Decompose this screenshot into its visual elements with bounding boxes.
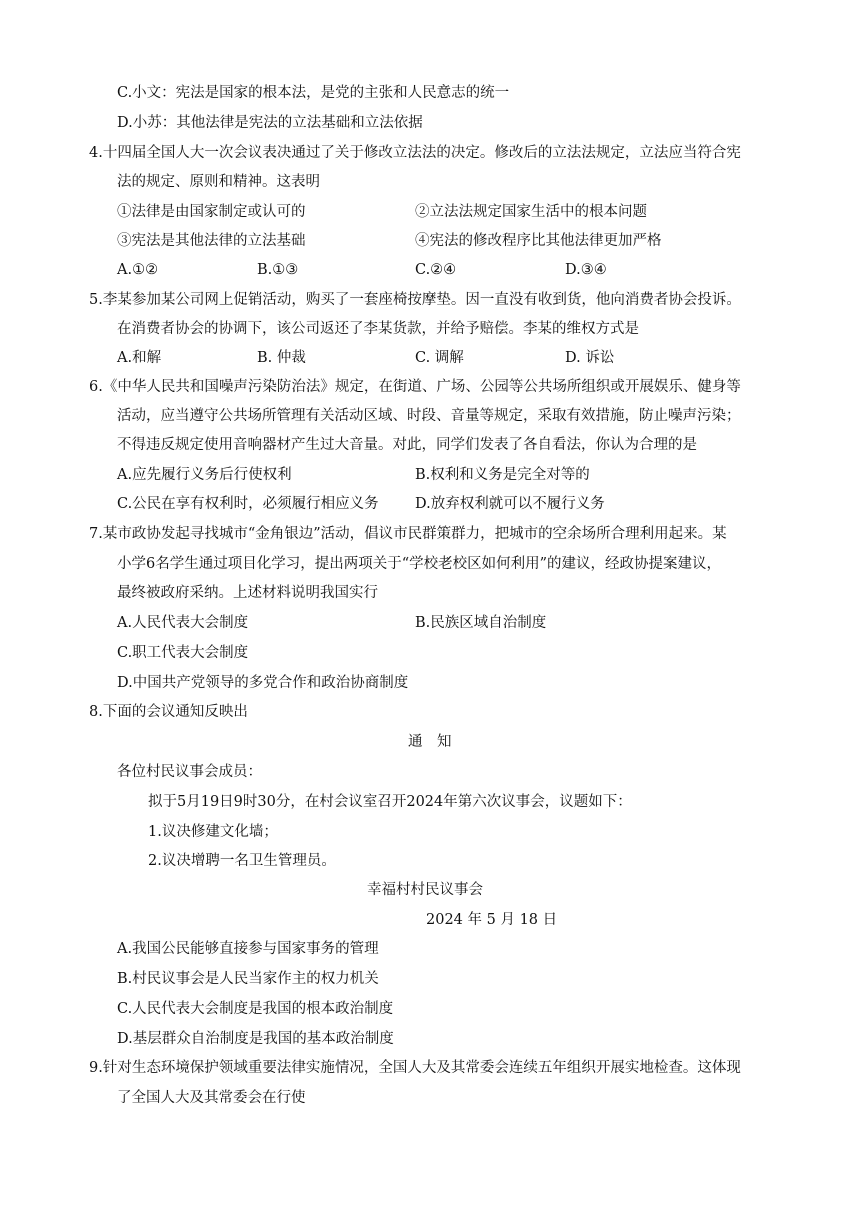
q4-statement-4: ④宪法的修改程序比其他法律更加严格 (415, 233, 662, 249)
q7-stem-line2: 小学6名学生通过项目化学习，提出两项关于“学校老校区如何利用”的建议，经政协提案建议， (117, 556, 722, 572)
q6-stem-line2: 活动，应当遵守公共场所管理有关活动区域、时段、音量等规定，采取有效措施，防止噪声污染； (117, 408, 741, 424)
notice-title: 通 知 (408, 734, 452, 750)
q4-stem-line1: 4.十四届全国人大一次会议表决通过了关于修改立法法的决定。修改后的立法法规定，立法应当符合宪 (89, 145, 741, 161)
q6-stem-line3: 不得违反规定使用音响器材产生过大音量。对此，同学们发表了各自看法，你认为合理的是 (117, 437, 697, 453)
q8-option-c: C.人民代表大会制度是我国的根本政治制度 (117, 1001, 394, 1017)
q4-statement-2: ②立法法规定国家生活中的根本问题 (415, 204, 647, 220)
q4-option-c: C.②④ (415, 262, 457, 278)
q6-option-c: C.公民在享有权利时，必须履行相应义务 (117, 496, 379, 512)
q4-statement-1: ①法律是由国家制定或认可的 (117, 204, 306, 220)
q7-option-c: C.职工代表大会制度 (117, 645, 249, 661)
q7-option-d: D.中国共产党领导的多党合作和政治协商制度 (117, 675, 409, 691)
q3-option-d: D.小苏：其他法律是宪法的立法基础和立法依据 (117, 115, 423, 131)
q5-option-a: A.和解 (117, 350, 162, 366)
q7-option-a: A.人民代表大会制度 (117, 615, 249, 631)
q5-stem-line2: 在消费者协会的协调下，该公司返还了李某货款，并给予赔偿。李某的维权方式是 (117, 321, 639, 337)
q6-option-a: A.应先履行义务后行使权利 (117, 467, 292, 483)
q4-option-d: D.③④ (565, 262, 607, 278)
q6-option-b: B.权利和义务是完全对等的 (415, 467, 590, 483)
notice-signer: 幸福村村民议事会 (367, 882, 483, 898)
q7-option-b: B.民族区域自治制度 (415, 615, 547, 631)
q5-option-d: D. 诉讼 (565, 350, 615, 366)
q9-stem-line1: 9.针对生态环境保护领域重要法律实施情况，全国人大及其常委会连续五年组织开展实地检查。这体现 (89, 1060, 741, 1076)
q8-option-a: A.我国公民能够直接参与国家事务的管理 (117, 941, 379, 957)
notice-item-2: 2.议决增聘一名卫生管理员。 (148, 853, 336, 869)
notice-date: 2024 年 5 月 18 日 (426, 912, 558, 928)
q4-statement-3: ③宪法是其他法律的立法基础 (117, 233, 306, 249)
q7-stem-line3: 最终被政府采纳。上述材料说明我国实行 (117, 585, 378, 601)
notice-item-1: 1.议决修建文化墙； (148, 824, 278, 840)
q5-option-b: B. 仲裁 (257, 350, 306, 366)
q5-option-c: C. 调解 (415, 350, 464, 366)
notice-body: 拟于5月19日9时30分，在村会议室召开2024年第六次议事会，议题如下： (148, 794, 632, 810)
q8-option-d: D.基层群众自治制度是我国的基本政治制度 (117, 1031, 394, 1047)
q9-stem-line2: 了全国人大及其常委会在行使 (117, 1090, 306, 1106)
q5-stem-line1: 5.李某参加某公司网上促销活动，购买了一套座椅按摩垫。因一直没有收到货，他向消费者协会投诉。 (89, 292, 741, 308)
q6-option-d: D.放弃权利就可以不履行义务 (415, 496, 605, 512)
q4-option-b: B.①③ (257, 262, 299, 278)
q8-stem: 8.下面的会议通知反映出 (89, 704, 248, 720)
q6-stem-line1: 6.《中华人民共和国噪声污染防治法》规定，在街道、广场、公园等公共场所组织或开展娱乐、健身等 (89, 379, 741, 395)
q7-stem-line1: 7.某市政协发起寻找城市“金角银边”活动，倡议市民群策群力，把城市的空余场所合理利用起来。某 (89, 526, 727, 542)
q3-option-c: C.小文：宪法是国家的根本法，是党的主张和人民意志的统一 (117, 85, 510, 101)
q4-option-a: A.①② (117, 262, 159, 278)
notice-salutation: 各位村民议事会成员： (117, 764, 262, 780)
q8-option-b: B.村民议事会是人民当家作主的权力机关 (117, 971, 379, 987)
q4-stem-line2: 法的规定、原则和精神。这表明 (117, 174, 320, 190)
